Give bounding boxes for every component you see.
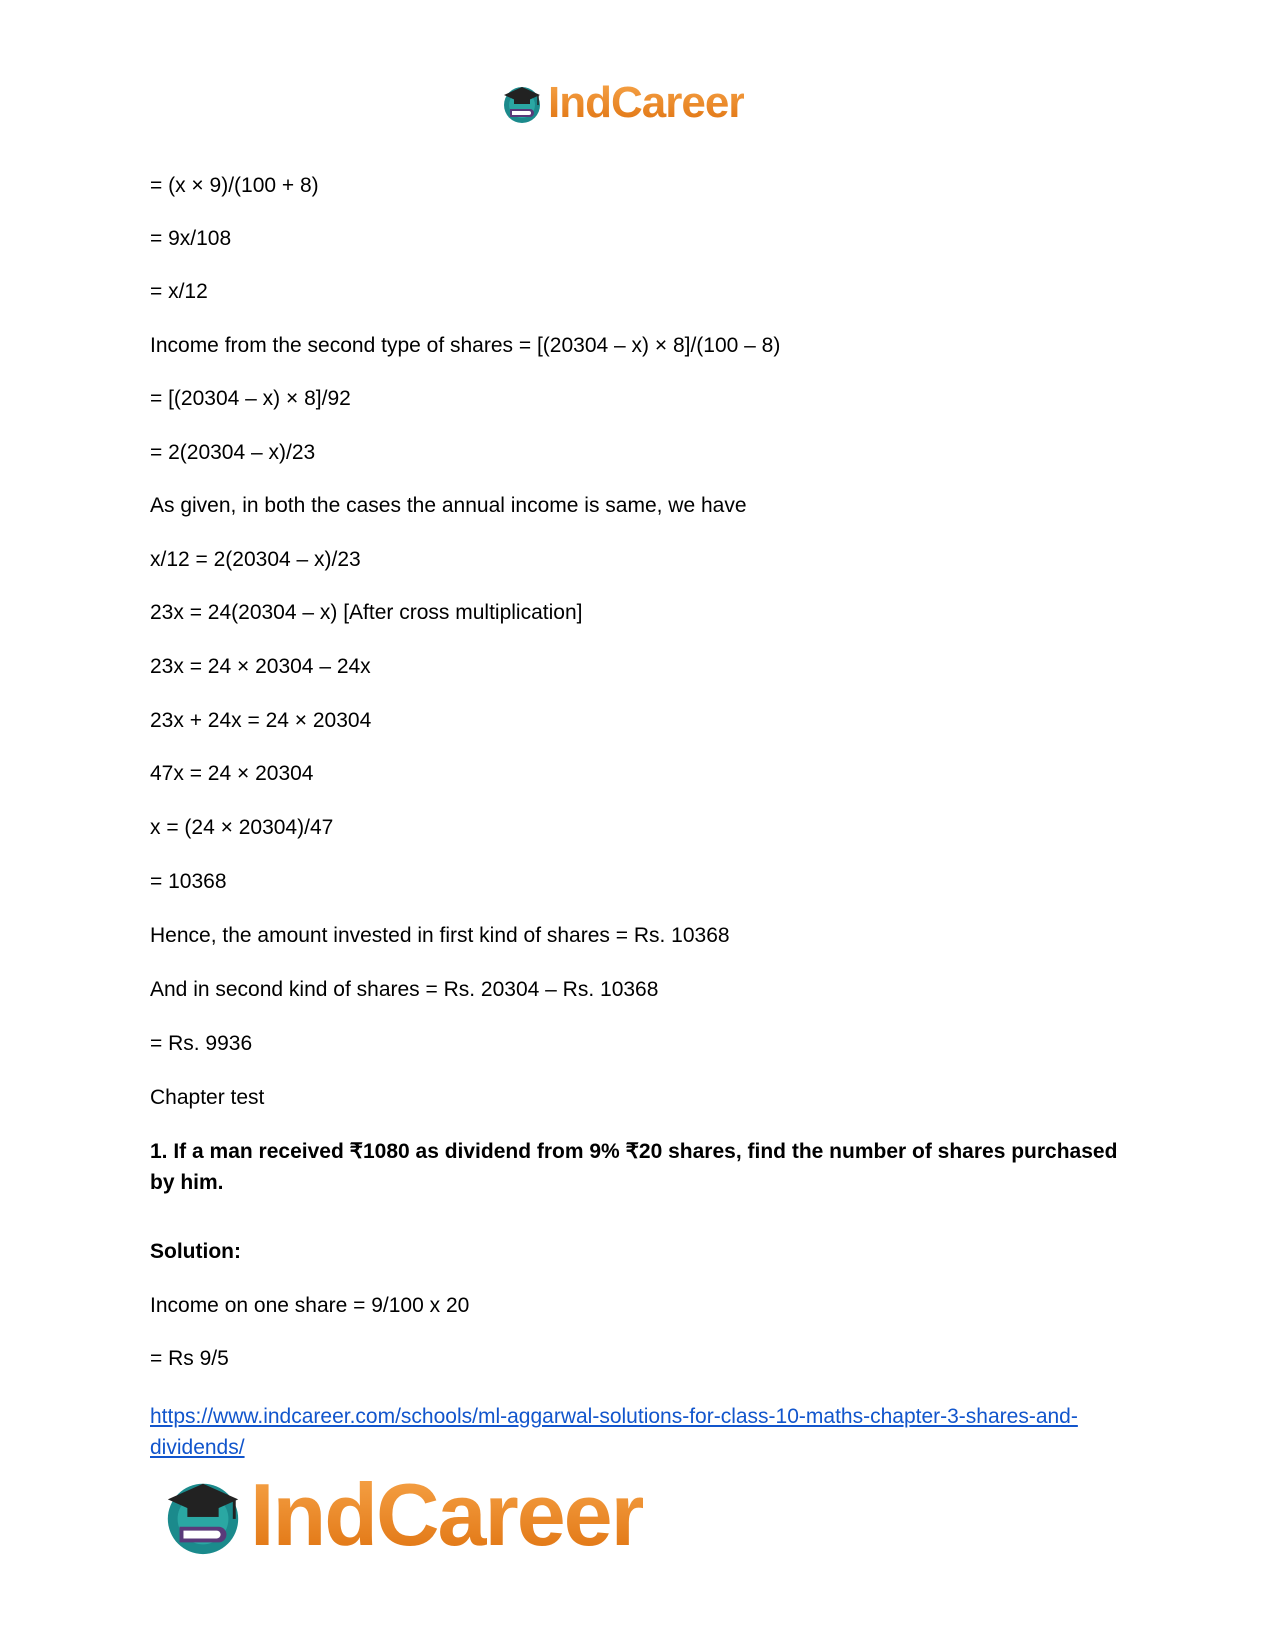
- footer-logo-text: IndCareer: [250, 1465, 643, 1564]
- math-line: 23x = 24(20304 – x) [After cross multiplication]: [150, 601, 583, 624]
- math-line: 47x = 24 × 20304: [150, 762, 314, 785]
- math-line: = Rs 9/5: [150, 1347, 229, 1370]
- solution-label: Solution:: [150, 1240, 241, 1263]
- footer-logo: [160, 1465, 720, 1564]
- math-line: = 2(20304 – x)/23: [150, 441, 316, 464]
- math-line: = x/12: [150, 280, 208, 303]
- math-line: x = (24 × 20304)/47: [150, 816, 334, 839]
- math-line: Income on one share = 9/100 x 20: [150, 1294, 470, 1317]
- text-line: As given, in both the cases the annual income is same, we have: [150, 494, 747, 517]
- question-text: 1. If a man received ₹1080 as dividend from 9% ₹20 shares, find the number of shares purchased by him.: [150, 1140, 1118, 1194]
- text-line: Hence, the amount invested in first kind of shares = Rs. 10368: [150, 924, 730, 947]
- math-line: = [(20304 – x) × 8]/92: [150, 387, 351, 410]
- math-line: 23x = 24 × 20304 – 24x: [150, 655, 371, 678]
- math-line: Income from the second type of shares = [(20304 – x) × 8]/(100 – 8): [150, 334, 781, 357]
- text-line: And in second kind of shares = Rs. 20304 – Rs. 10368: [150, 978, 659, 1001]
- header-logo: [500, 78, 790, 128]
- section-heading: Chapter test: [150, 1086, 265, 1109]
- math-line: x/12 = 2(20304 – x)/23: [150, 548, 361, 571]
- graduation-cap-globe-icon: [160, 1472, 246, 1558]
- math-line: = 10368: [150, 870, 227, 893]
- graduation-cap-globe-icon: [500, 81, 544, 125]
- math-line: = 9x/108: [150, 227, 232, 250]
- math-line: 23x + 24x = 24 × 20304: [150, 709, 372, 732]
- math-line: = (x × 9)/(100 + 8): [150, 174, 319, 197]
- source-url-link[interactable]: https://www.indcareer.com/schools/ml-aggarwal-solutions-for-class-10-maths-chapter-3-shares-and-dividends/: [150, 1405, 1078, 1459]
- math-line: = Rs. 9936: [150, 1032, 253, 1055]
- header-logo-text: IndCareer: [548, 78, 745, 127]
